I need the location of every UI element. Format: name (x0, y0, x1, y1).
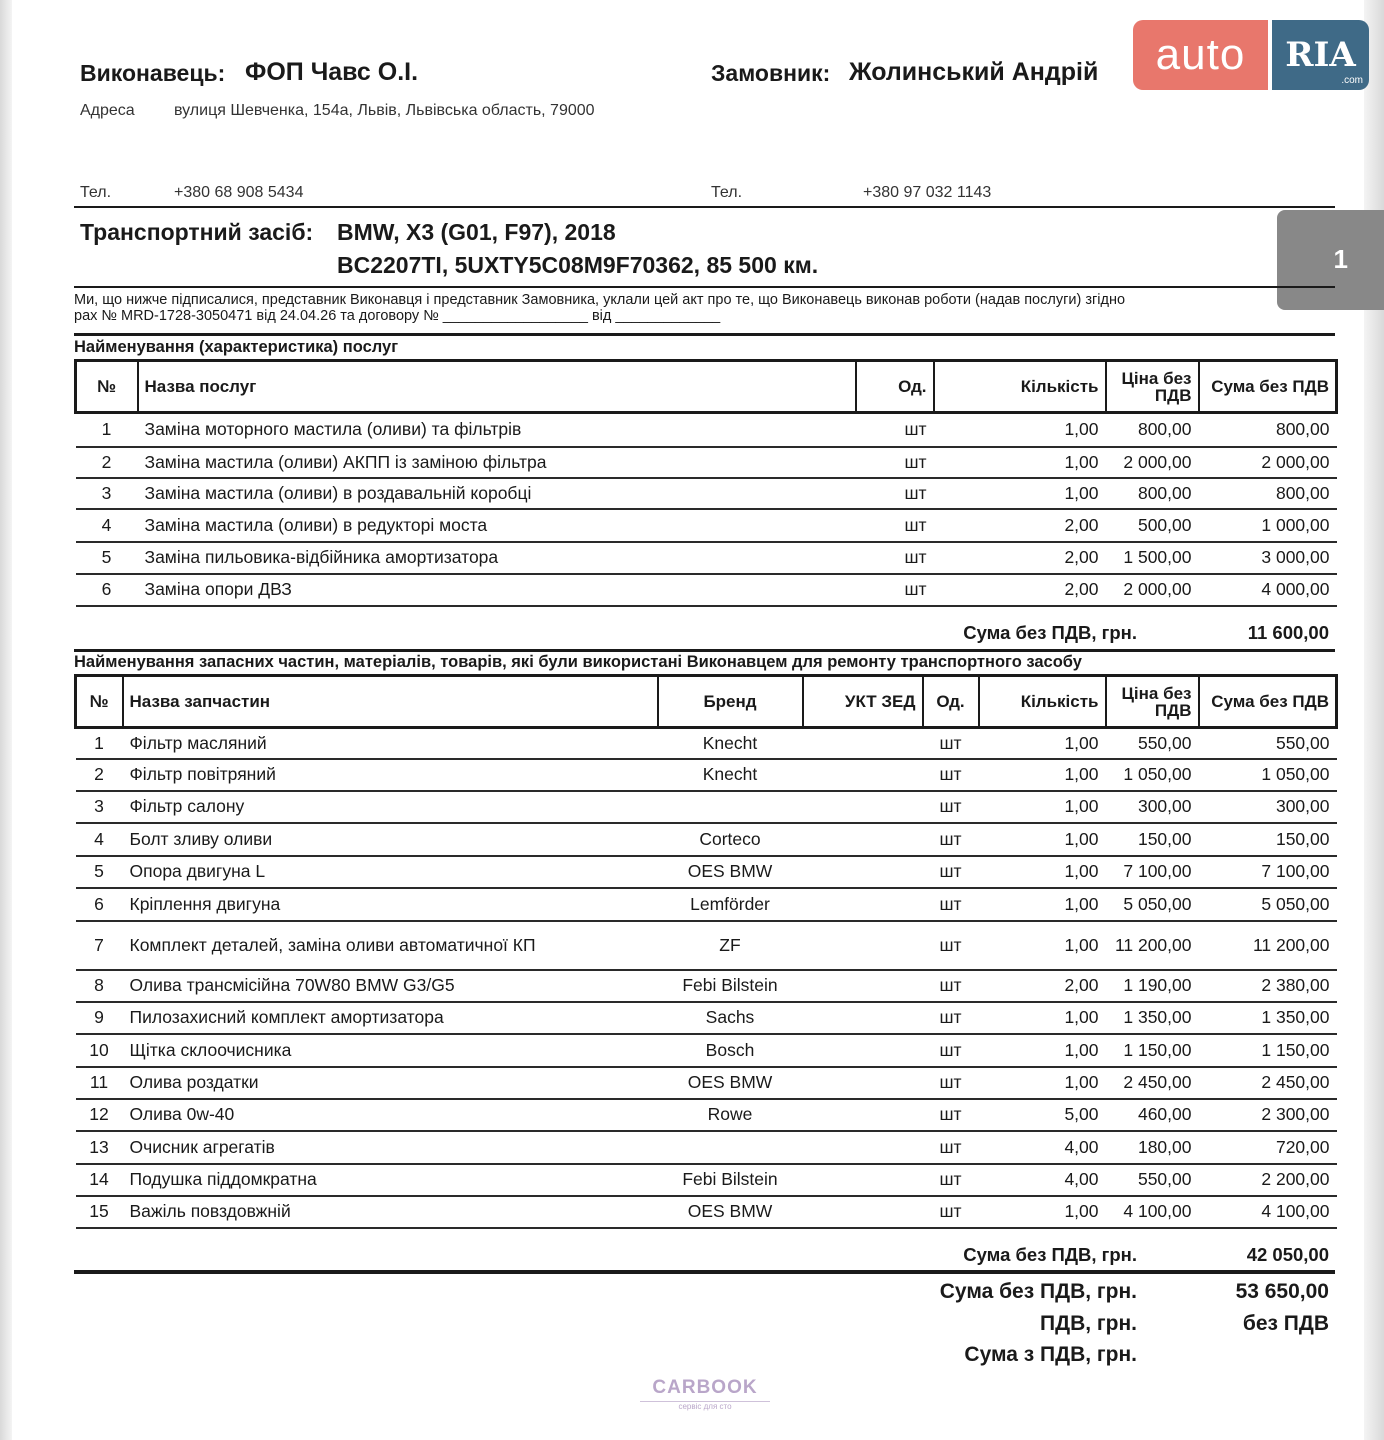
service-name: Заміна опори ДВЗ (138, 574, 856, 606)
brand: Knecht (658, 728, 803, 759)
ukt-code (803, 1131, 923, 1164)
price: 7 100,00 (1106, 856, 1199, 888)
unit: шт (923, 728, 979, 759)
quantity: 1,00 (934, 413, 1106, 447)
service-name: Заміна моторного мастила (оливи) та фільтрів (138, 413, 856, 447)
col-header-ukt: УКТ ЗЕД (803, 676, 923, 728)
logo-auto-text: auto (1155, 30, 1246, 79)
part-name: Опора двигуна L (123, 856, 658, 888)
brand: Corteco (658, 823, 803, 856)
part-name: Очисник агрегатів (123, 1131, 658, 1164)
sum: 150,00 (1199, 823, 1337, 856)
price: 5 050,00 (1106, 888, 1199, 921)
sum: 1 150,00 (1199, 1034, 1337, 1067)
divider (74, 649, 1335, 652)
part-name: Пилозахисний комплект амортизатора (123, 1002, 658, 1034)
auto-ria-logo-ria (1272, 20, 1369, 90)
unit: шт (856, 542, 934, 574)
quantity: 1,00 (979, 823, 1106, 856)
auto-ria-logo-auto (1133, 20, 1268, 90)
grand-net-label: Сума без ПДВ, грн. (939, 1280, 1137, 1303)
sum: 2 000,00 (1199, 447, 1337, 478)
brand: Rowe (658, 1099, 803, 1131)
row-number: 11 (76, 1067, 123, 1099)
part-name: Болт зливу оливи (123, 823, 658, 856)
table-row (76, 574, 1337, 606)
price: 1 050,00 (1106, 759, 1199, 791)
quantity: 2,00 (979, 970, 1106, 1002)
col-header-name: Назва запчастин (123, 676, 658, 728)
table-row (76, 921, 1337, 970)
ukt-code (803, 1099, 923, 1131)
price: 1 150,00 (1106, 1034, 1199, 1067)
services-table (74, 359, 1338, 607)
brand (658, 791, 803, 823)
sum: 5 050,00 (1199, 888, 1337, 921)
contractor-phone: +380 68 908 5434 (174, 184, 304, 201)
customer-name: Жолинський Андрій (849, 58, 1099, 86)
row-number: 5 (76, 856, 123, 888)
row-number: 4 (76, 509, 138, 542)
table-row (76, 728, 1337, 759)
quantity: 1,00 (979, 856, 1106, 888)
brand: Bosch (658, 1034, 803, 1067)
ukt-code (803, 823, 923, 856)
ukt-code (803, 1196, 923, 1228)
divider (74, 333, 1335, 336)
part-name: Олива трансмісійна 70W80 BMW G3/G5 (123, 970, 658, 1002)
part-name: Комплект деталей, заміна оливи автоматичної КП (123, 921, 658, 970)
col-header-price: Ціна без ПДВ (1106, 676, 1199, 728)
table-row (76, 1196, 1337, 1228)
row-number: 2 (76, 759, 123, 791)
unit: шт (856, 413, 934, 447)
row-number: 1 (76, 413, 138, 447)
price: 550,00 (1106, 1164, 1199, 1196)
col-header-price: Ціна без ПДВ (1106, 361, 1199, 413)
quantity: 1,00 (979, 791, 1106, 823)
table-row (76, 856, 1337, 888)
carbook-watermark (640, 1377, 770, 1411)
part-name: Фільтр повітряний (123, 759, 658, 791)
col-header-name: Назва послуг (138, 361, 856, 413)
table-row (76, 970, 1337, 1002)
quantity: 1,00 (979, 921, 1106, 970)
row-number: 14 (76, 1164, 123, 1196)
table-row (76, 1164, 1337, 1196)
row-number: 6 (76, 574, 138, 606)
parts-title: Найменування запасних частин, матеріалів, товарів, які були використані Виконавцем для ремонту транспортного засобу (74, 653, 1082, 671)
part-name: Фільтр салону (123, 791, 658, 823)
price: 2 000,00 (1106, 447, 1199, 478)
sum: 300,00 (1199, 791, 1337, 823)
contractor-label: Виконавець: (80, 60, 226, 86)
services-header-row (76, 361, 1337, 413)
contractor-phone-label: Тел. (80, 184, 112, 201)
table-row (76, 1002, 1337, 1034)
sum: 2 450,00 (1199, 1067, 1337, 1099)
row-number: 3 (76, 478, 138, 509)
service-name: Заміна пильовика-відбійника амортизатора (138, 542, 856, 574)
quantity: 1,00 (934, 478, 1106, 509)
sum: 4 100,00 (1199, 1196, 1337, 1228)
ukt-code (803, 1164, 923, 1196)
quantity: 1,00 (979, 1034, 1106, 1067)
services-total-value: 11 600,00 (1247, 622, 1329, 643)
price: 800,00 (1106, 413, 1199, 447)
part-name: Олива 0w-40 (123, 1099, 658, 1131)
sum: 800,00 (1199, 413, 1337, 447)
table-row (76, 413, 1337, 447)
price: 1 500,00 (1106, 542, 1199, 574)
ukt-code (803, 888, 923, 921)
unit: шт (856, 574, 934, 606)
row-number: 13 (76, 1131, 123, 1164)
quantity: 2,00 (934, 542, 1106, 574)
parts-header-row (76, 676, 1337, 728)
price: 800,00 (1106, 478, 1199, 509)
col-header-sum: Сума без ПДВ (1199, 676, 1337, 728)
carbook-subtitle: сервіс для сто (640, 1401, 770, 1411)
intro-line-1: Ми, що нижче підписалися, представник Виконавця і представник Замовника, уклали цей акт про те, що Виконавець виконав роботи (надав послуги) згідно (74, 292, 1126, 308)
brand (658, 1131, 803, 1164)
vehicle-registration: BC2207TI, 5UXTY5C08M9F70362, 85 500 км. (337, 252, 819, 278)
grand-net-value: 53 650,00 (1235, 1280, 1329, 1303)
row-number: 12 (76, 1099, 123, 1131)
part-name: Важіль повздовжній (123, 1196, 658, 1228)
table-row (76, 1034, 1337, 1067)
sum: 1 050,00 (1199, 759, 1337, 791)
services-total-label: Сума без ПДВ, грн. (963, 622, 1137, 643)
sum: 4 000,00 (1199, 574, 1337, 606)
vat-value: без ПДВ (1242, 1312, 1329, 1335)
vehicle-model: BMW, X3 (G01, F97), 2018 (337, 219, 616, 245)
parts-total-value: 42 050,00 (1246, 1244, 1329, 1265)
carbook-name: CARBOOK (652, 1377, 758, 1398)
quantity: 5,00 (979, 1099, 1106, 1131)
sum: 2 380,00 (1199, 970, 1337, 1002)
table-row (76, 509, 1337, 542)
ukt-code (803, 921, 923, 970)
unit: шт (923, 791, 979, 823)
brand: Lemförder (658, 888, 803, 921)
row-number: 8 (76, 970, 123, 1002)
brand: Knecht (658, 759, 803, 791)
part-name: Олива роздатки (123, 1067, 658, 1099)
price: 11 200,00 (1106, 921, 1199, 970)
quantity: 1,00 (979, 1196, 1106, 1228)
vehicle-label: Транспортний засіб: (80, 219, 314, 245)
row-number: 15 (76, 1196, 123, 1228)
ukt-code (803, 970, 923, 1002)
price: 500,00 (1106, 509, 1199, 542)
address-label: Адреса (80, 102, 135, 119)
sum: 1 000,00 (1199, 509, 1337, 542)
sum: 2 300,00 (1199, 1099, 1337, 1131)
unit: шт (923, 1164, 979, 1196)
ukt-code (803, 759, 923, 791)
service-name: Заміна мастила (оливи) АКПП із заміною фільтра (138, 447, 856, 478)
price: 150,00 (1106, 823, 1199, 856)
price: 1 190,00 (1106, 970, 1199, 1002)
quantity: 2,00 (934, 574, 1106, 606)
brand: OES BMW (658, 1196, 803, 1228)
brand: Febi Bilstein (658, 1164, 803, 1196)
col-header-num: № (76, 361, 138, 413)
part-name: Подушка піддомкратна (123, 1164, 658, 1196)
ukt-code (803, 856, 923, 888)
sum: 1 350,00 (1199, 1002, 1337, 1034)
unit: шт (923, 1196, 979, 1228)
ukt-code (803, 1067, 923, 1099)
divider (74, 1270, 1335, 1274)
row-number: 6 (76, 888, 123, 921)
table-row (76, 542, 1337, 574)
unit: шт (856, 509, 934, 542)
quantity: 1,00 (934, 447, 1106, 478)
row-number: 9 (76, 1002, 123, 1034)
unit: шт (923, 856, 979, 888)
quantity: 1,00 (979, 759, 1106, 791)
unit: шт (856, 478, 934, 509)
vat-label: ПДВ, грн. (1040, 1312, 1137, 1335)
row-number: 1 (76, 728, 123, 759)
sum: 550,00 (1199, 728, 1337, 759)
grand-gross-label: Сума з ПДВ, грн. (964, 1343, 1137, 1366)
price: 300,00 (1106, 791, 1199, 823)
unit: шт (923, 1067, 979, 1099)
unit: шт (923, 1099, 979, 1131)
logo-com-text: .com (1341, 75, 1363, 86)
unit: шт (856, 447, 934, 478)
quantity: 4,00 (979, 1131, 1106, 1164)
sum: 2 200,00 (1199, 1164, 1337, 1196)
page-number: 1 (1333, 244, 1348, 274)
brand: Febi Bilstein (658, 970, 803, 1002)
unit: шт (923, 759, 979, 791)
sum: 7 100,00 (1199, 856, 1337, 888)
contractor-address: вулиця Шевченка, 154а, Львів, Львівська область, 79000 (174, 102, 595, 119)
intro-line-2: рах № MRD-1728-3050471 від 24.04.26 та договору № __________________ від _____________ (74, 308, 721, 324)
row-number: 2 (76, 447, 138, 478)
col-header-qty: Кількість (979, 676, 1106, 728)
col-header-sum: Сума без ПДВ (1199, 361, 1337, 413)
sum: 11 200,00 (1199, 921, 1337, 970)
table-row (76, 1067, 1337, 1099)
table-row (76, 1131, 1337, 1164)
unit: шт (923, 1034, 979, 1067)
price: 460,00 (1106, 1099, 1199, 1131)
price: 2 450,00 (1106, 1067, 1199, 1099)
price: 1 350,00 (1106, 1002, 1199, 1034)
table-row (76, 447, 1337, 478)
table-row (76, 823, 1337, 856)
quantity: 1,00 (979, 1067, 1106, 1099)
services-title: Найменування (характеристика) послуг (74, 338, 399, 356)
ukt-code (803, 1034, 923, 1067)
customer-phone: +380 97 032 1143 (863, 184, 992, 201)
brand: Sachs (658, 1002, 803, 1034)
brand: OES BMW (658, 1067, 803, 1099)
price: 550,00 (1106, 728, 1199, 759)
sum: 800,00 (1199, 478, 1337, 509)
ukt-code (803, 1002, 923, 1034)
row-number: 3 (76, 791, 123, 823)
service-name: Заміна мастила (оливи) в роздавальній коробці (138, 478, 856, 509)
table-row (76, 888, 1337, 921)
unit: шт (923, 888, 979, 921)
parts-table (74, 674, 1338, 1229)
quantity: 1,00 (979, 888, 1106, 921)
col-header-unit: Од. (923, 676, 979, 728)
table-row (76, 759, 1337, 791)
row-number: 5 (76, 542, 138, 574)
table-row (76, 478, 1337, 509)
ukt-code (803, 791, 923, 823)
col-header-qty: Кількість (934, 361, 1106, 413)
parts-total-label: Сума без ПДВ, грн. (963, 1244, 1137, 1265)
quantity: 1,00 (979, 1002, 1106, 1034)
row-number: 4 (76, 823, 123, 856)
brand: OES BMW (658, 856, 803, 888)
quantity: 4,00 (979, 1164, 1106, 1196)
ukt-code (803, 728, 923, 759)
page-edge-left (0, 0, 12, 1440)
logo-ria-text: RIA (1285, 35, 1356, 75)
table-row (76, 791, 1337, 823)
sum: 3 000,00 (1199, 542, 1337, 574)
unit: шт (923, 921, 979, 970)
customer-label: Замовник: (711, 60, 831, 86)
unit: шт (923, 1131, 979, 1164)
table-row (76, 1099, 1337, 1131)
price: 4 100,00 (1106, 1196, 1199, 1228)
unit: шт (923, 823, 979, 856)
brand: ZF (658, 921, 803, 970)
sum: 720,00 (1199, 1131, 1337, 1164)
divider (74, 286, 1335, 288)
row-number: 7 (76, 921, 123, 970)
part-name: Кріплення двигуна (123, 888, 658, 921)
row-number: 10 (76, 1034, 123, 1067)
quantity: 2,00 (934, 509, 1106, 542)
price: 180,00 (1106, 1131, 1199, 1164)
quantity: 1,00 (979, 728, 1106, 759)
unit: шт (923, 1002, 979, 1034)
col-header-unit: Од. (856, 361, 934, 413)
price: 2 000,00 (1106, 574, 1199, 606)
contractor-name: ФОП Чавс О.І. (245, 58, 419, 86)
divider (74, 206, 1335, 208)
unit: шт (923, 970, 979, 1002)
col-header-num: № (76, 676, 123, 728)
service-name: Заміна мастила (оливи) в редукторі моста (138, 509, 856, 542)
part-name: Щітка склоочисника (123, 1034, 658, 1067)
customer-phone-label: Тел. (711, 184, 743, 201)
part-name: Фільтр масляний (123, 728, 658, 759)
col-header-brand: Бренд (658, 676, 803, 728)
